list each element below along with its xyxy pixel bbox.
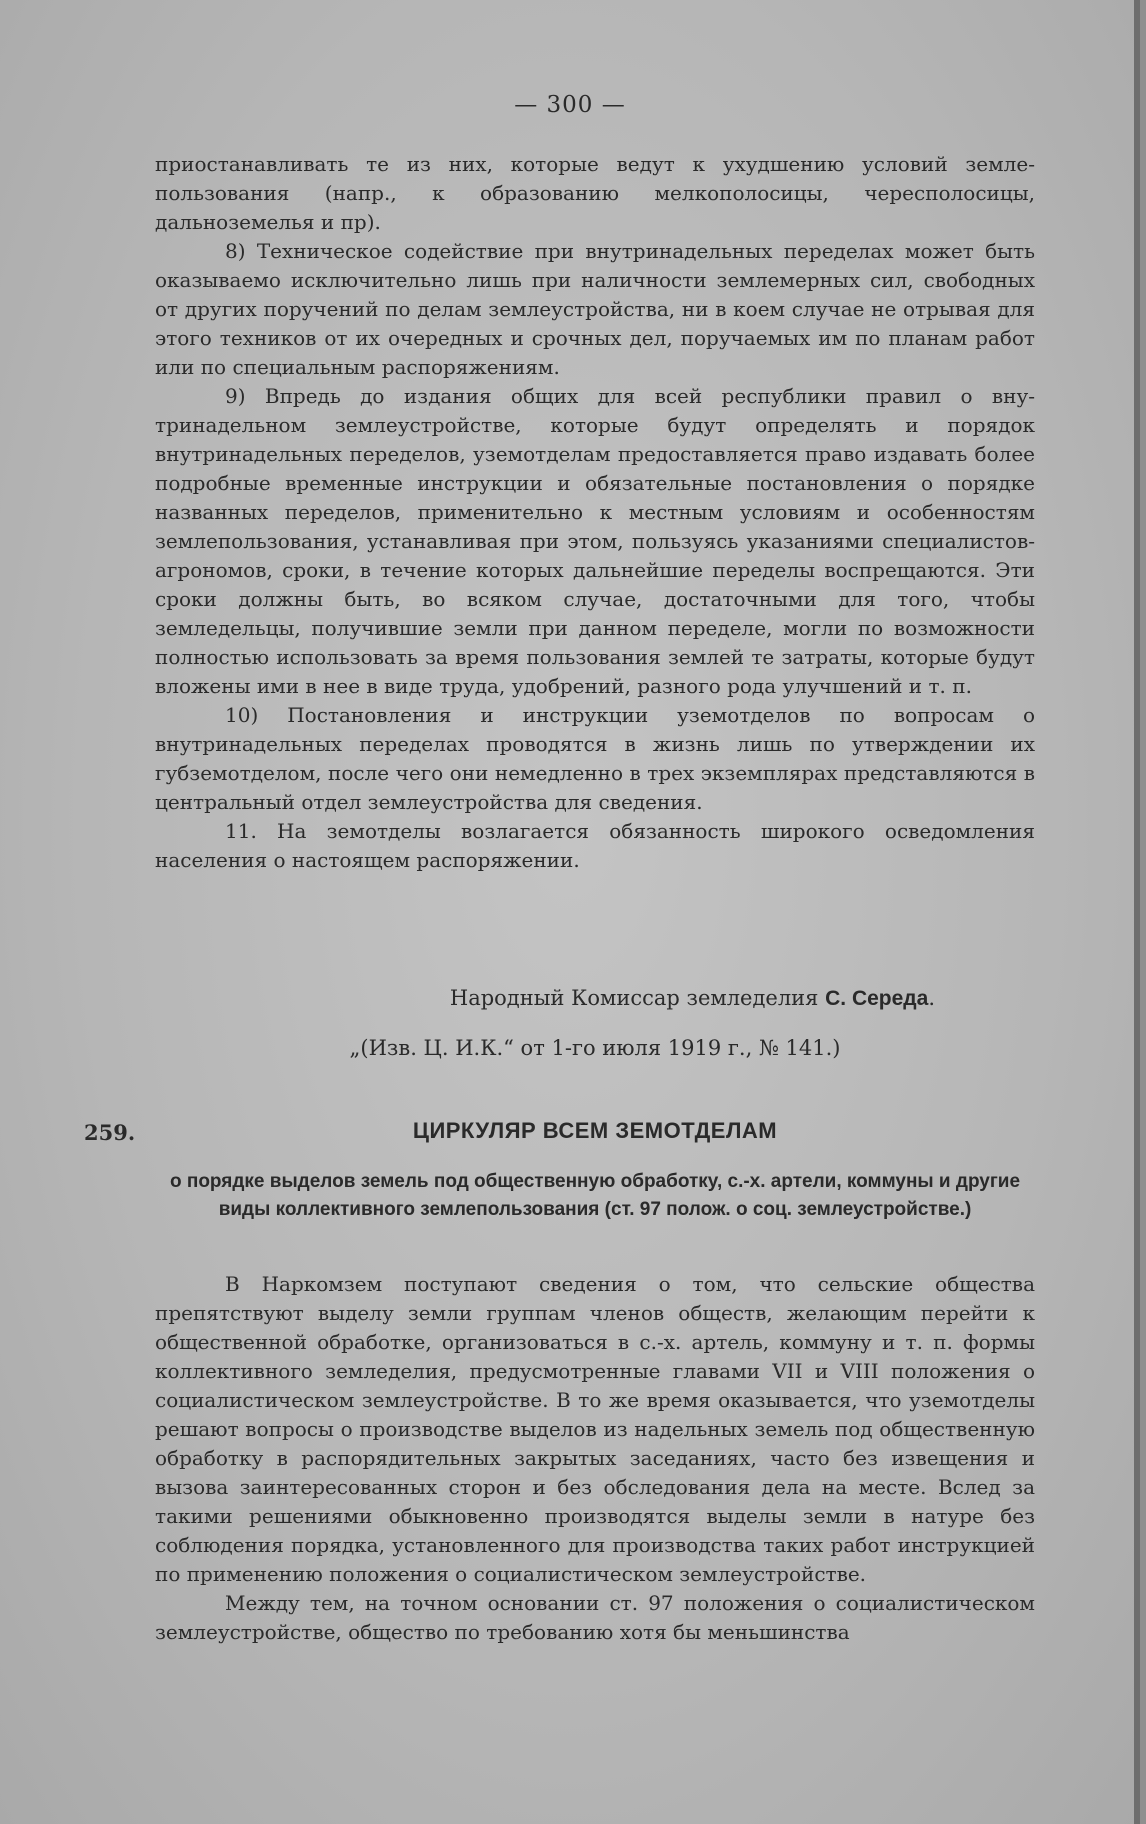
circular-paragraph-2: Между тем, на точном основании ст. 97 положения о социалистическом землеустройстве, общество по требованию хотя бы меньшинства: [155, 1591, 1035, 1644]
signature-title: Народный Комиссар земледелия: [449, 986, 819, 1010]
paragraph-8: 8) Техническое содействие при внутринадельных переделах может быть оказываемо исключительно лишь при наличности землемерных сил, свободных от других поручений по делам землеустройства, ни в коем случае не отрывая для этого техников от их очередных и срочных дел, поручаемых им по планам работ или по специальным распоряжениям.: [155, 239, 1035, 379]
page-edge-shadow: [1134, 0, 1140, 1824]
circular-subheading: о порядке выделов земель под общественную обработку, с.-х. артели, коммуны и другие виды коллективного землепользования (ст. 97 полож. о соц. землеустройстве.): [169, 1171, 1021, 1220]
paragraph-10: 10) Постановления и инструкции уземотделов по вопросам о внутринадельных переделах проводятся в жизнь лишь по утверждении их губземотделом, после чего они немедленно в трех экземплярах представляются в центральный отдел землеустройства для сведения.: [155, 703, 1035, 814]
signature-end: .: [928, 986, 935, 1010]
document-number: 259.: [84, 1120, 136, 1145]
source-citation: „(Изв. Ц. И.К.“ от 1-го июля 1919 г., № 141.): [349, 1036, 841, 1060]
signature-name: С. Середа: [825, 987, 929, 1010]
page-number: — 300 —: [514, 92, 626, 118]
paragraph-continued: приостанавливать те из них, которые ведут к ухудшению условий землепользования (напр., к образованию мелкополосицы, чересполосицы, дальноземелья и пр).: [155, 152, 1035, 234]
signature-line: [155, 986, 935, 1011]
bottom-text-block: [155, 1270, 1035, 1647]
paragraph-9: 9) Впредь до издания общих для всей республики правил о внутринадельном землеустройстве, которые будут определять и порядок внутринадельных переделов, уземотделам предоставляется право издавать более подробные временные инструкции и обязательные постановления о порядке названных переделов, применительно к местным условиям и особенностям землепользования, устанавливая при этом, пользуясь указаниями специалистов-агрономов, сроки, в течение которых дальнейшие переделы воспрещаются. Эти сроки должны быть, во всяком случае, достаточными для того, чтобы земледельцы, получившие земли при данном переделе, могли по возможности полностью использовать за время пользования землей те затраты, которые будут вложены ими в нее в виде труда, удобрений, разного рода улучшений и т. п.: [155, 384, 1035, 698]
circular-paragraph-1: В Наркомзем поступают сведения о том, что сельские общества препятствуют выделу земли группам членов обществ, желающим перейти к общественной обработке, организоваться в с.-х. артель, коммуну и т. п. формы коллективного земледелия, предусмотренные главами VII и VIII положения о социалистическом землеустройстве. В то же время оказывается, что уземотделы решают вопросы о производстве выделов из надельных земель под общественную обработку в распорядительных закрытых заседаниях, часто без извещения и вызова заинтересованных сторон и без обследования дела на месте. Вслед за такими решениями обыкновенно производятся выделы земли в натуре без соблюдения порядка, установленного для производства таких работ инструкцией по применению положения о социалистическом землеустройстве.: [155, 1272, 1035, 1586]
circular-heading: ЦИРКУЛЯР ВСЕМ ЗЕМОТДЕЛАМ: [412, 1118, 778, 1143]
paragraph-11: 11. На земотделы возлагается обязанность широкого осведомления населения о настоящем распоряжении.: [155, 819, 1035, 872]
top-text-block: [155, 150, 1035, 875]
